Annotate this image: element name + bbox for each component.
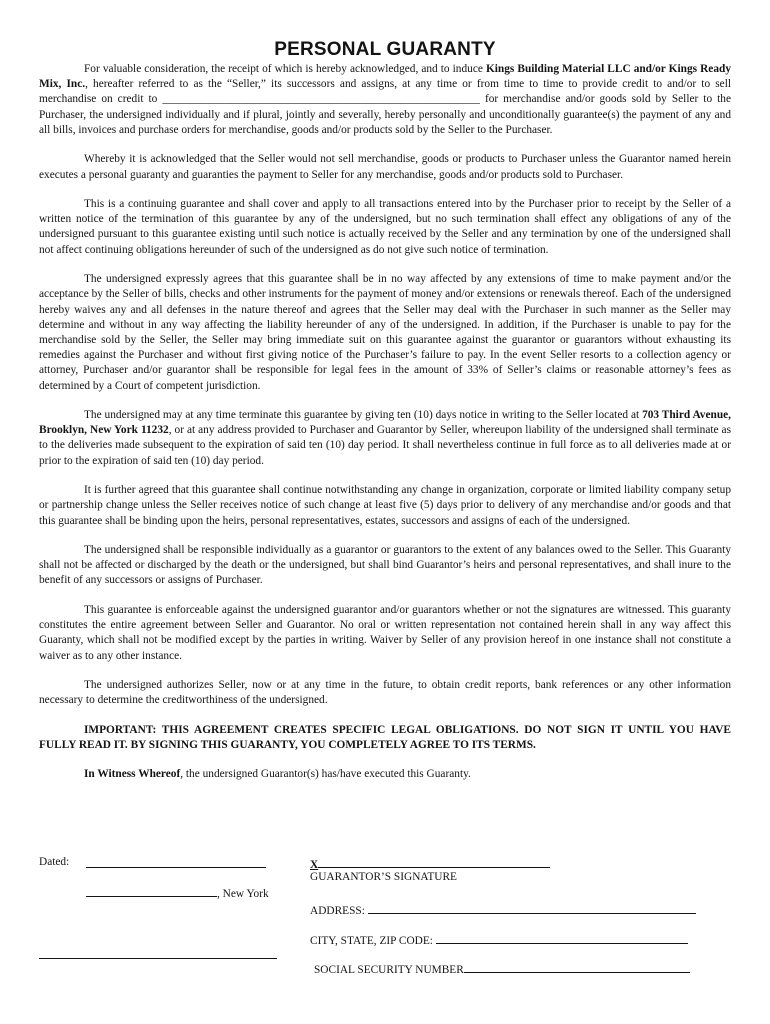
paragraph-credit-reports: The undersigned authorizes Seller, now or at any time in the future, to obtain credit reports, bank references or any other information necessary to determine the creditworthiness of the undersigned. (39, 679, 731, 707)
dated-line (86, 855, 266, 868)
address-label: ADDRESS: (310, 905, 365, 917)
place-line (86, 884, 217, 897)
signature-x-mark: X (310, 859, 319, 871)
witness-signature-line (39, 946, 277, 959)
important-notice: IMPORTANT: THIS AGREEMENT CREATES SPECIFIC LEGAL OBLIGATIONS. DO NOT SIGN IT UNTIL YOU HAVE FULLY READ IT. BY SIGNING THIS GUARANTY, YOU COMPLETELY AGREE TO ITS TERMS. (39, 723, 731, 751)
ssn-label: SOCIAL SECURITY NUMBER (314, 964, 464, 976)
city-state-zip-field[interactable] (310, 931, 688, 949)
paragraph-text: , or at any address provided to Purchaser and Guarantor by Seller, whereupon liability of the undersigned shall terminate as to the deliveries made subsequent to the expiration of said ten (10) day period. It shall nevertheless continue in full force as to all deliveries made at or prior to the expiration of said ten (10) day period. (39, 424, 731, 467)
city-state-zip-label: CITY, STATE, ZIP CODE: (310, 935, 433, 947)
guaranty-body (39, 62, 731, 783)
paragraph-text: The undersigned may at any time terminate this guarantee by giving ten (10) days notice in writing to the Seller located at (84, 409, 643, 422)
seller-address: 703 Third Avenue, Brooklyn, New York 11232 (39, 409, 731, 437)
witness-signature-field[interactable] (39, 946, 277, 964)
place-suffix: , New York (217, 888, 269, 900)
page-title: PERSONAL GUARANTY (274, 39, 496, 60)
paragraph-text: For valuable consideration, the receipt of which is hereby acknowledged, and to induce (84, 63, 486, 75)
dated-label: Dated: (39, 856, 70, 868)
witness-heading: In Witness Whereof (84, 768, 181, 781)
paragraph-inducement (39, 62, 731, 138)
ssn-line (464, 960, 690, 973)
paragraph-extensions: The undersigned expressly agrees that this guarantee shall be in no way affected by any extensions of time to make payment and/or the acceptance by the Seller of bills, checks and other instruments for the payment of money and/or extensions or renewals thereof. Each of the undersigned hereby waives any and all defenses in the nature thereof and agrees that the Seller may deal with the Purchaser in such manner as the Seller may determine and without in any way affecting the liability hereunder of any of the undersigned. In addition, if the Purchaser is unable to pay for the merchandise sold by the Seller, the Seller may bring immediate suit on this guarantee against the guarantor or guarantors without exhausting its remedies against the Purchaser and without first giving notice of the Purchaser’s failure to pay. In the event Seller resorts to a collection agency or attorney, Purchaser and/or guarantor shall be responsible for legal fees in the amount of 33% of Seller’s claims or reasonable attorney’s fees as determined by a Court of competent jurisdiction. (39, 273, 731, 392)
dated-field[interactable] (86, 855, 266, 873)
paragraph-witness (39, 767, 731, 782)
paragraph-text: , the undersigned Guarantor(s) has/have executed this Guaranty. (180, 768, 471, 781)
address-line (368, 901, 696, 914)
city-state-zip-line (436, 931, 688, 944)
paragraph-termination (39, 408, 731, 469)
paragraph-text: , hereafter referred to as the “Seller,” its successors and assigns, at any time or from time to time to provide credit to and/or to sell merchandise on credit to ________________________________________________________ for merchandise and/or goods sold by Seller to the Purchaser, the undersigned individually and if plural, jointly and severally, hereby personally and unconditionally guarantee(s) the payment of any and all bills, invoices and purchase orders for merchandise, goods and/or products sold by the Seller to the Purchaser. (39, 78, 731, 136)
address-field[interactable] (310, 901, 696, 919)
paragraph-enforceability: This guarantee is enforceable against the undersigned guarantor and/or guarantors whether or not the signatures are witnessed. This guaranty constitutes the entire agreement between Seller and Guarantor. No oral or written representation not contained herein shall in any way affect this Guaranty, which shall not be modified except by the parties in writing. Waiver by Seller of any provision hereof in one instance shall not constitute a waiver as to any other instance. (39, 603, 731, 662)
place-field[interactable] (86, 884, 269, 902)
paragraph-acknowledgement: Whereby it is acknowledged that the Seller would not sell merchandise, goods or products to Purchaser unless the Guarantor named herein executes a personal guaranty and guaranties the payment to Seller for any merchandise, goods and/or products sold to Purchaser. (39, 153, 731, 181)
ssn-field[interactable] (314, 960, 690, 978)
signature-line (318, 855, 550, 868)
paragraph-responsibility: The undersigned shall be responsible individually as a guarantor or guarantors to the extent of any balances owed to the Seller. This Guaranty shall not be affected or discharged by the death or the undersigned, but shall bind Guarantor’s heirs and personal representatives, and shall inure to the benefit of any successors or assigns of Purchaser. (39, 544, 731, 587)
seller-name: Kings Building Material LLC and/or Kings Ready Mix, Inc. (39, 63, 731, 91)
guarantor-signature-label: GUARANTOR’S SIGNATURE (310, 871, 457, 883)
paragraph-organization-change: It is further agreed that this guarantee shall continue notwithstanding any change in organization, corporate or limited liability company setup or partnership change unless the Seller receives notice of such change at least five (5) days prior to delivery of any merchandise and/or goods and that this guarantee shall be binding upon the heirs, personal representatives, estates, successors and assigns of each of the undersigned. (39, 484, 731, 527)
paragraph-continuing-guarantee: This is a continuing guarantee and shall cover and apply to all transactions entered into by the Purchaser prior to receipt by the Seller of a written notice of the termination of this guarantee by any of the undersigned, but no such termination shall effect any obligations of any of the undersigned pursuant to this guarantee existing until such notice is actually received by the Seller and any termination by one of the undersigned shall not affect continuing obligations hereunder of such of the undersigned as do not give such notice of termination. (39, 198, 731, 256)
